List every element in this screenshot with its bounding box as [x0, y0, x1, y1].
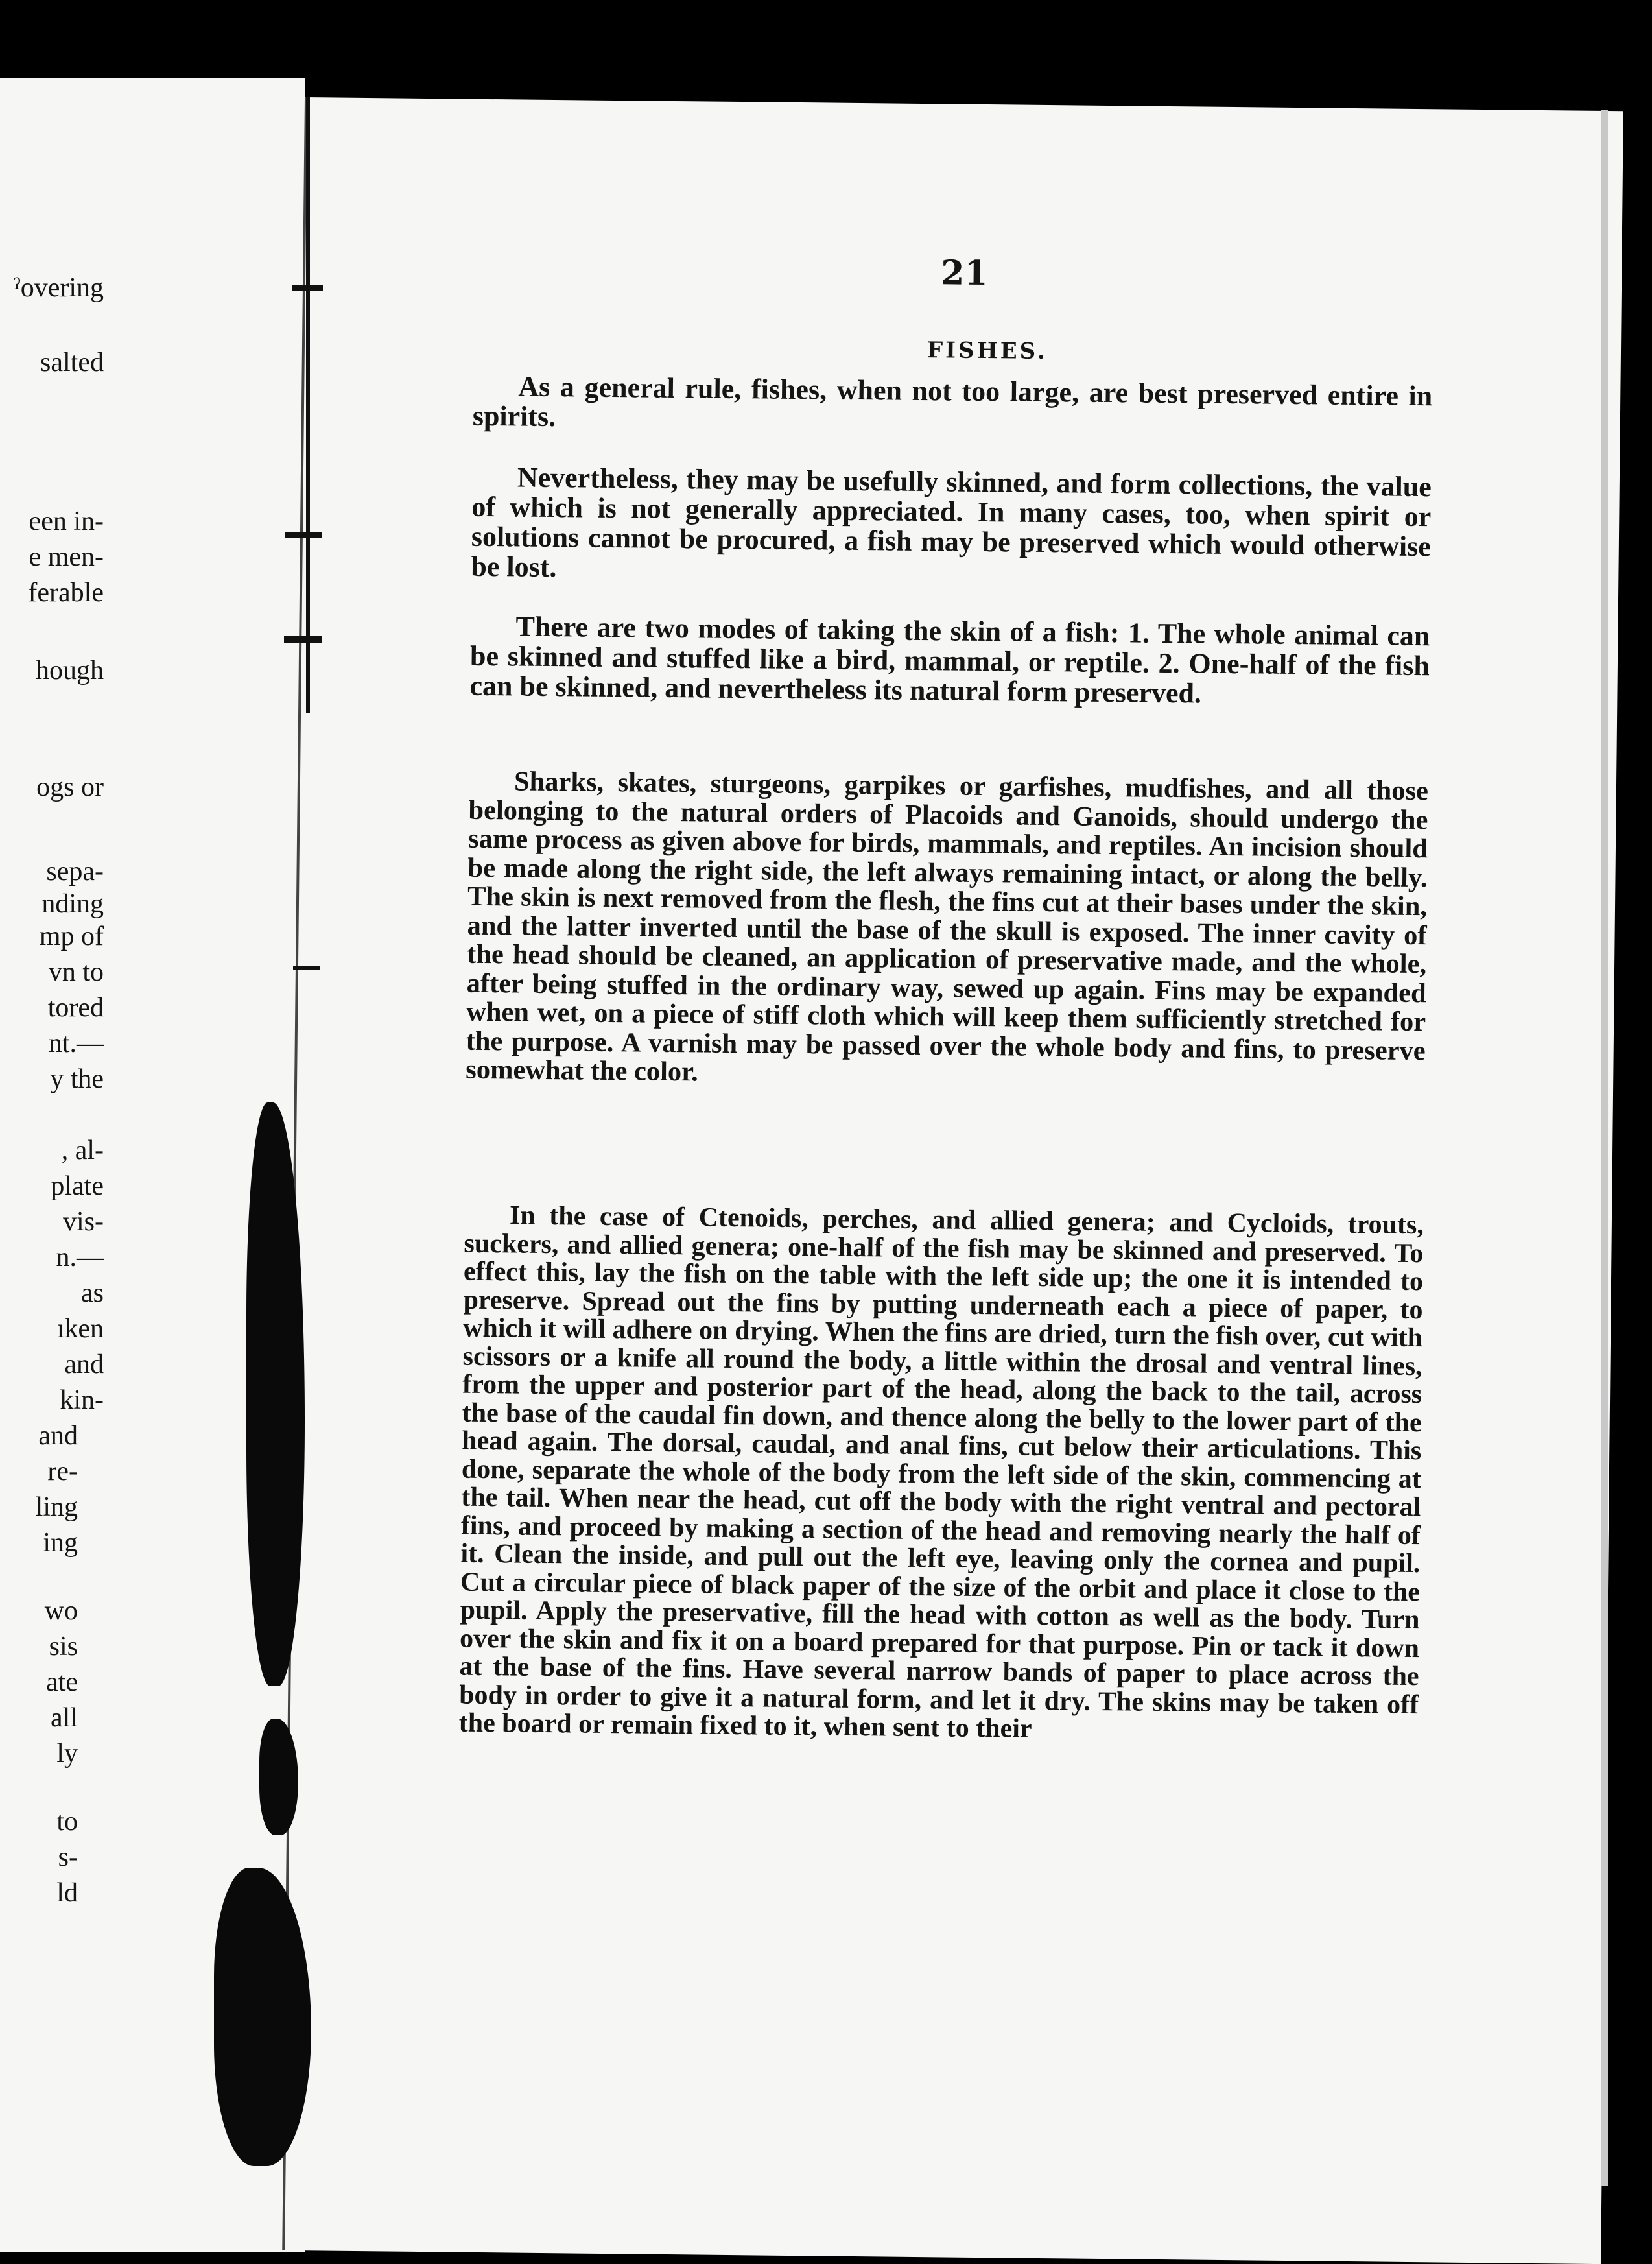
page-edge	[1601, 110, 1608, 2186]
left-page-fragment: ˀovering	[14, 273, 104, 303]
left-page-fragment: ate	[46, 1667, 78, 1697]
left-page-fragment: all	[51, 1703, 78, 1733]
right-page	[282, 97, 1623, 2264]
left-page-fragment: mp of	[39, 922, 104, 951]
left-page-fragment: to	[56, 1807, 78, 1837]
left-page-fragment: nt.—	[48, 1029, 104, 1058]
left-page-fragment: ıken	[56, 1314, 104, 1344]
left-page-fragment: ld	[56, 1878, 78, 1908]
page-number: 21	[940, 253, 988, 294]
paragraph-4: Sharks, skates, sturgeons, garpikes or garfishes, mudfishes, and all those belonging to the natural orders of Placoids and Ganoids, should undergo the same process as given above for birds, mammals, and reptiles. An incision should be made along the right side, the left always remaining intact, or along the belly. The skin is next removed from the flesh, the fins cut at their bases under the skin, and the latter inverted until the base of the skull is exposed. The inner cavity of the head should be cleaned, an application of preservative made, and the whole, after being stuffed in the ordinary way, sewed up again. Fins may be expanded when wet, on a piece of stiff cloth which will keep them sufficiently stretched for the purpose. A varnish may be passed over the whole body and fins, to preserve somewhat the color.	[466, 766, 1429, 1088]
paragraph-3: There are two modes of taking the skin of a fish: 1. The whole animal can be skinned and stuffed like a bird, mammal, or reptile. 2. One-half of the fish can be skinned, and nevertheless its natural form preserved.	[469, 610, 1430, 709]
paragraph-5: In the case of Ctenoids, perches, and allied genera; and Cycloids, trouts, suckers, and allied genera; one-half of the fish may be skinned and preserved. To effect this, lay the fish on the table with the left side up; the one it is intended to preserve. Spread out the fins by putting underneath each a piece of paper, to which it will adhere on drying. When the fins are dried, turn the fish over, cut with scissors or a knife all round the body, a little within the drosal and ventral lines, from the upper and posterior part of the head, along the back to the tail, across the base of the caudal fin down, and thence along the belly to the lower part of the head again. The dorsal, caudal, and anal fins, cut below their articulations. This done, separate the whole of the body from the left side of the skin, commencing at the tail. When near the head, cut off the body with the right ventral and pectoral fins, and proceed by making a section of the head and removing nearly the half of it. Clean the inside, and pull out the left eye, leaving only the cornea and pupil. Cut a circular piece of black paper of the size of the orbit and place it close to the pupil. Apply the preservative, fill the head with cotton as well as the body. Turn over the skin and fix it on a board prepared for that purpose. Pin or tack it down at the base of the fins. Have several narrow bands of paper to place across the body in order to give it a natural form, and let it dry. The skins may be taken off the board or remain fixed to it, when sent to their	[458, 1200, 1424, 1744]
binding-stitch	[293, 966, 320, 970]
left-page-fragment: vis-	[63, 1207, 104, 1237]
left-page-fragment: wo	[44, 1596, 78, 1626]
paragraph-2: Nevertheless, they may be usefully skinned, and form collections, the value of which is not generally appreciated. In many cases, too, when spirit or solutions cannot be procured, a fish may be preserved which would otherwise be lost.	[471, 461, 1432, 584]
left-page-fragment: sepa-	[46, 857, 104, 887]
left-page-fragment: s-	[58, 1842, 78, 1872]
left-page-fragment: plate	[51, 1171, 104, 1201]
left-page-fragment: sis	[49, 1632, 78, 1662]
left-page-fragment: as	[81, 1278, 104, 1308]
left-page-fragment: ling	[35, 1492, 78, 1522]
left-page-fragment: ferable	[28, 578, 104, 608]
left-page-fragment: ing	[43, 1528, 78, 1558]
left-page-fragment: hough	[36, 656, 104, 685]
left-page-fragment: salted	[40, 348, 104, 377]
binding-stitch	[306, 97, 310, 713]
left-page-fragment: n.—	[56, 1243, 104, 1272]
left-page-fragment: y the	[50, 1064, 104, 1094]
section-heading: FISHES.	[926, 337, 1048, 365]
left-page-fragment: ogs or	[36, 772, 104, 802]
left-page-fragment: tored	[47, 993, 104, 1023]
left-page-fragment: een in-	[29, 506, 104, 536]
left-page-fragment: vn to	[48, 957, 104, 987]
binding-stitch	[285, 532, 322, 538]
left-page-fragment: , al-	[61, 1136, 104, 1165]
left-page-fragment: re-	[47, 1457, 78, 1486]
left-page-fragment: kin-	[60, 1385, 104, 1415]
left-page-fragment: ly	[56, 1739, 78, 1769]
binding-stitch	[292, 285, 323, 291]
paragraph-1: As a general rule, fishes, when not too large, are best preserved entire in spirits.	[472, 370, 1433, 433]
left-page-fragment: and	[64, 1350, 104, 1379]
binding-stitch	[284, 636, 322, 643]
left-page-fragment: e men-	[29, 542, 104, 572]
left-page-fragment: nding	[41, 889, 104, 919]
left-page-fragment: and	[38, 1421, 78, 1451]
